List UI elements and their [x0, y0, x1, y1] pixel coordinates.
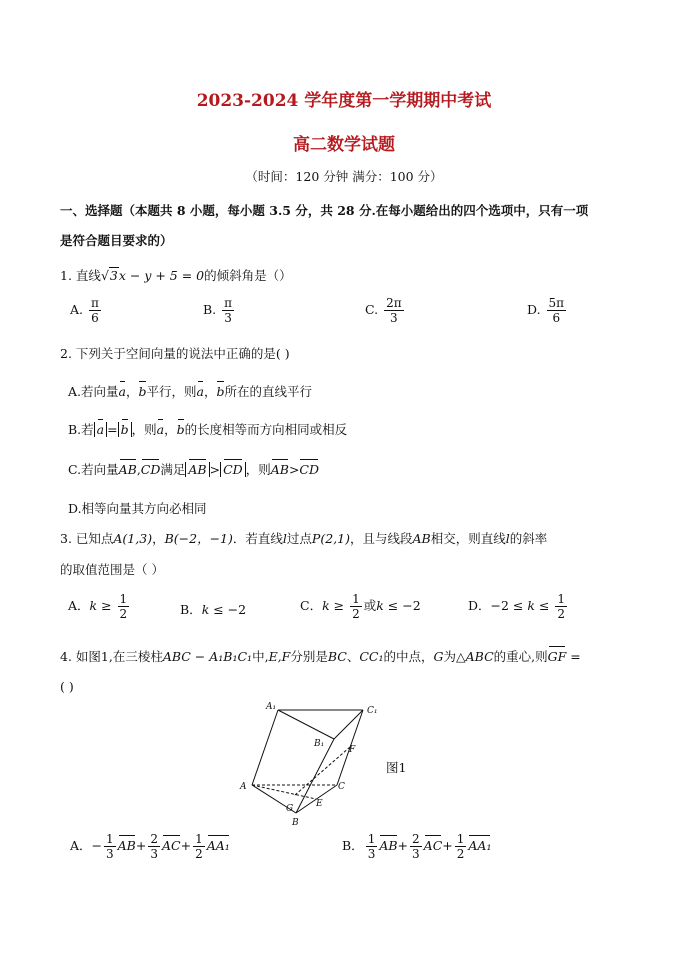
- edge-b1c1: [334, 710, 363, 739]
- question-3-stem-line2: 的取值范围是（ ）: [60, 562, 164, 577]
- question-1-option-a[interactable]: A. $\frac{\pi}{6}$: [70, 296, 99, 325]
- question-3-option-b[interactable]: B．k ≤ −2: [180, 602, 247, 617]
- label-c1: C₁: [367, 706, 378, 716]
- question-2-option-a[interactable]: A.若向量a，b平行，则a，b所在的直线平行: [68, 384, 313, 399]
- question-1-option-c[interactable]: C. $\frac{2\pi}{3}$: [365, 296, 402, 325]
- question-4-stem-line2: ( ): [60, 679, 74, 694]
- question-3-option-c[interactable]: C．k ≥ $\frac{1}{2}$ 或k ≤ −2: [300, 592, 421, 621]
- question-2-stem: 2. 下列关于空间向量的说法中正确的是( ): [60, 346, 290, 361]
- exam-subtitle: 高二数学试题: [293, 135, 395, 155]
- edge-a1b1: [278, 710, 334, 739]
- question-4-stem-line1: 4. 如图1,在三棱柱ABC − A₁B₁C₁中,E,F分别是BC、CC₁的中点，G为△ABC的重心,则GF =: [60, 649, 581, 664]
- question-2-option-c[interactable]: C.若向量AB,CD满足 AB > CD ，则AB>CD: [68, 462, 320, 477]
- question-1-option-d[interactable]: D. $\frac{5\pi}{6}$: [527, 296, 565, 325]
- exam-info: （时间：120 分钟 满分：100 分）: [245, 169, 443, 184]
- figure-1-prism: [230, 695, 460, 830]
- question-1-stem: 1. 直线√3x − y + 5 = 0的倾斜角是（）: [60, 268, 292, 283]
- label-b1: B₁: [314, 739, 325, 749]
- question-2-option-d[interactable]: D.相等向量其方向必相同: [68, 501, 207, 516]
- exam-title: 2023-2024 学年度第一学期期中考试: [196, 91, 492, 111]
- label-f: F: [349, 745, 356, 755]
- label-g: G: [286, 804, 294, 814]
- section-heading-line1: 一、选择题（本题共 8 小题，每小题 3.5 分，共 28 分.在每小题给出的四个选项中，只有一项: [60, 203, 589, 218]
- question-4-option-b[interactable]: B． $\frac{1}{3}$ AB+ $\frac{2}{3}$ AC+ $\frac{1}{2}$ AA₁: [342, 832, 492, 861]
- question-3-option-a[interactable]: A．k ≥ $\frac{1}{2}$: [68, 592, 128, 621]
- label-c: C: [338, 782, 345, 792]
- question-4-option-a[interactable]: A．− $\frac{1}{3}$ AB+ $\frac{2}{3}$ AC+ $\frac{1}{2}$ AA₁: [70, 832, 230, 861]
- edge-bb1: [296, 739, 334, 813]
- figure-1-caption: 图1: [386, 760, 407, 775]
- label-a: A: [240, 782, 247, 792]
- label-b: B: [292, 818, 299, 828]
- edge-aa1: [252, 710, 278, 785]
- question-1-option-b[interactable]: B. $\frac{\pi}{3}$: [203, 296, 233, 325]
- question-2-option-b[interactable]: B.若 a = b ，则a，b的长度相等而方向相同或相反: [68, 422, 348, 437]
- label-a1: A₁: [266, 702, 277, 712]
- question-3-stem-line1: 3. 已知点A(1,3)，B(−2，−1)．若直线l过点P(2,1)，且与线段AB相交，则直线l的斜率: [60, 531, 548, 546]
- label-e: E: [316, 799, 323, 809]
- question-3-option-d[interactable]: D．−2 ≤ k ≤ $\frac{1}{2}$: [468, 592, 566, 621]
- section-heading-line2: 是符合题目要求的）: [60, 233, 173, 248]
